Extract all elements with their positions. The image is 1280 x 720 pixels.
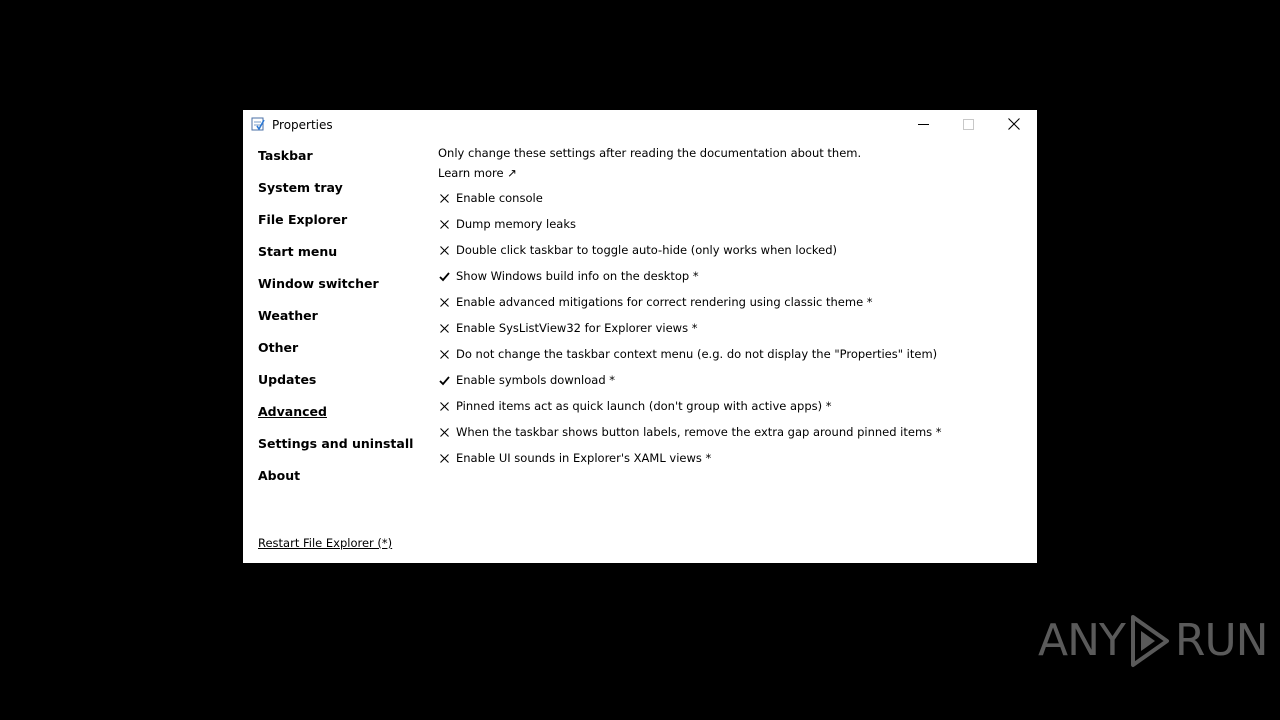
option-row[interactable] [438, 370, 615, 390]
sidebar-item-about[interactable]: About [258, 468, 301, 483]
checkmark-icon [438, 270, 451, 283]
option-label: Enable advanced mitigations for correct rendering using classic theme * [456, 295, 873, 309]
option-row[interactable] [438, 318, 698, 338]
sidebar-item-updates[interactable]: Updates [258, 372, 317, 387]
sidebar-item-settings-and-uninstall[interactable]: Settings and uninstall [258, 436, 414, 451]
minimize-icon [918, 115, 929, 134]
learn-more-link[interactable]: Learn more ↗ [438, 166, 517, 180]
close-button[interactable] [991, 110, 1037, 138]
cross-icon [438, 322, 451, 335]
option-row[interactable] [438, 422, 942, 442]
sidebar-item-file-explorer[interactable]: File Explorer [258, 212, 348, 227]
cross-icon [438, 218, 451, 231]
option-label: Enable UI sounds in Explorer's XAML views * [456, 451, 712, 465]
option-row[interactable] [438, 396, 832, 416]
sidebar-item-window-switcher[interactable]: Window switcher [258, 276, 379, 291]
close-icon [1008, 115, 1020, 134]
minimize-button[interactable] [900, 110, 946, 138]
cross-icon [438, 452, 451, 465]
maximize-button[interactable] [945, 110, 991, 138]
option-label: Do not change the taskbar context menu (e.g. do not display the "Properties" item) [456, 347, 938, 361]
intro-text: Only change these settings after reading the documentation about them. [438, 146, 862, 160]
option-label: When the taskbar shows button labels, remove the extra gap around pinned items * [456, 425, 942, 439]
option-row[interactable] [438, 292, 873, 312]
sidebar-item-advanced[interactable]: Advanced [258, 404, 327, 419]
watermark-text-right: RUN [1174, 615, 1268, 666]
sidebar-item-taskbar[interactable]: Taskbar [258, 148, 313, 163]
cross-icon [438, 192, 451, 205]
option-row[interactable] [438, 188, 543, 208]
cross-icon [438, 296, 451, 309]
properties-app-icon [251, 116, 265, 130]
option-label: Show Windows build info on the desktop * [456, 269, 699, 283]
option-label: Enable symbols download * [456, 373, 616, 387]
title-bar[interactable] [243, 110, 1037, 138]
option-label: Enable console [456, 191, 543, 205]
window-title: Properties [272, 118, 333, 132]
sidebar-item-system-tray[interactable]: System tray [258, 180, 343, 195]
cross-icon [438, 348, 451, 361]
option-row[interactable] [438, 448, 711, 468]
option-label: Pinned items act as quick launch (don't group with active apps) * [456, 399, 832, 413]
option-row[interactable] [438, 214, 576, 234]
cross-icon [438, 426, 451, 439]
restart-file-explorer-link[interactable]: Restart File Explorer (*) [258, 536, 393, 550]
option-label: Double click taskbar to toggle auto-hide (only works when locked) [456, 243, 838, 257]
option-label: Dump memory leaks [456, 217, 576, 231]
play-triangle-icon [1127, 613, 1173, 669]
option-row[interactable] [438, 240, 837, 260]
maximize-icon [963, 115, 974, 134]
cross-icon [438, 244, 451, 257]
option-label: Enable SysListView32 for Explorer views * [456, 321, 698, 335]
checkmark-icon [438, 374, 451, 387]
cross-icon [438, 400, 451, 413]
anyrun-watermark [1038, 608, 1268, 674]
sidebar-item-weather[interactable]: Weather [258, 308, 318, 323]
sidebar-item-start-menu[interactable]: Start menu [258, 244, 338, 259]
watermark-text-left: ANY [1038, 615, 1125, 666]
sidebar-item-other[interactable]: Other [258, 340, 299, 355]
option-row[interactable] [438, 266, 699, 286]
option-row[interactable] [438, 344, 937, 364]
properties-window [243, 110, 1037, 563]
